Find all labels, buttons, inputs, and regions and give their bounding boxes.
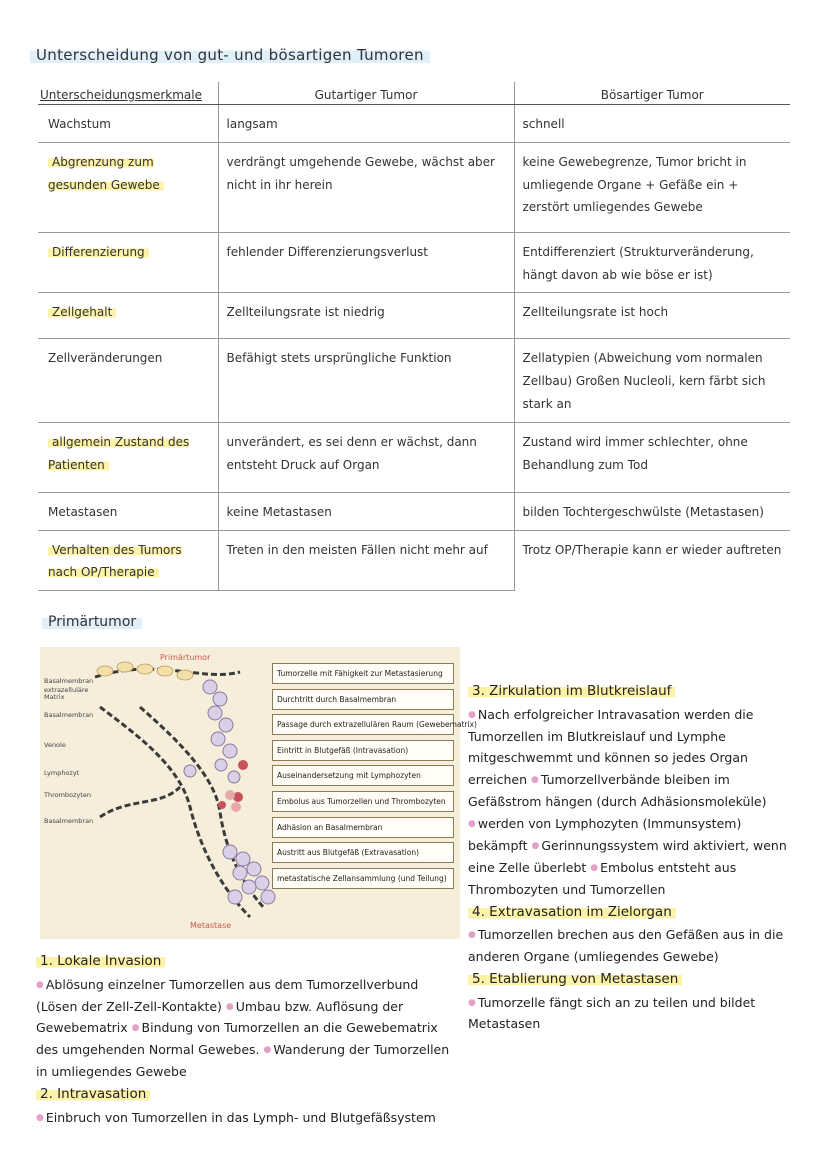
table-header-row	[38, 82, 790, 105]
table-row	[38, 339, 790, 422]
benign-cell: verdrängt umgehende Gewebe, wächst aber nicht in ihr herein	[218, 142, 514, 232]
paragraph-intravasation: ● Einbruch von Tumorzellen in das Lymph- und Blutgefäßsystem	[36, 1109, 436, 1125]
feature-cell: Abgrenzung zum gesunden Gewebe	[38, 142, 218, 232]
heading-circulation: 3. Zirkulation im Blutkreislauf	[468, 680, 798, 704]
benign-cell: langsam	[218, 105, 514, 143]
bullet-icon: ●	[468, 709, 476, 720]
malignant-cell: schnell	[514, 105, 790, 143]
step-box: Auseinandersetzung mit Lymphozyten	[272, 765, 454, 786]
benign-cell: fehlender Differenzierungsverlust	[218, 232, 514, 293]
feature-cell: Wachstum	[38, 105, 218, 143]
notes-left	[36, 950, 456, 1129]
page-title: Unterscheidung von gut- und bösartigen Tumoren	[30, 46, 430, 64]
section-title: Primärtumor	[42, 614, 142, 630]
step-box: Adhäsion an Basalmembran	[272, 817, 454, 838]
label-thrombozyten: Thrombozyten	[44, 791, 91, 799]
label-basalmembran: Basalmembran	[44, 677, 94, 685]
benign-cell: Treten in den meisten Fällen nicht mehr auf	[218, 530, 514, 591]
figure-title-top: Primärtumor	[160, 653, 211, 662]
bullet-icon: ●	[225, 1001, 234, 1012]
heading-extravasation: 4. Extravasation im Zielorgan	[468, 901, 798, 925]
benign-cell: Befähigt stets ursprüngliche Funktion	[218, 339, 514, 422]
step-box: Embolus aus Tumorzellen und Thrombozyten	[272, 791, 454, 812]
figure-title-bottom: Metastase	[190, 921, 232, 930]
malignant-cell: Zellteilungsrate ist hoch	[514, 293, 790, 339]
notes-right	[468, 680, 798, 1035]
malignant-cell: bilden Tochtergeschwülste (Metastasen)	[514, 492, 790, 530]
bullet-icon: ●	[531, 775, 539, 786]
bullet-icon: ●	[36, 979, 44, 990]
malignant-cell: Trotz OP/Therapie kann er wieder auftreten	[514, 530, 790, 591]
step-box: metastatische Zellansammlung (und Teilung)	[272, 868, 454, 889]
malignant-cell: keine Gewebegrenze, Tumor bricht in umliegende Organe + Gefäße ein + zerstört umliegendes Gewebe	[514, 142, 790, 232]
label-basalmembran: Basalmembran	[44, 711, 94, 719]
bullet-icon: ●	[131, 1023, 140, 1034]
bullet-icon: ●	[468, 997, 476, 1008]
table-row	[38, 142, 790, 232]
label-basalmembran: Basalmembran	[44, 817, 94, 825]
feature-cell: Differenzierung	[38, 232, 218, 293]
benign-cell: unverändert, es sei denn er wächst, dann entsteht Druck auf Organ	[218, 422, 514, 492]
paragraph-circulation: ● Nach erfolgreicher Intravasation werden die Tumorzellen im Blutkreislauf und Lymphe mitgeschwemmt und können so jedes Organ erreichen ● Tumorzellverbände bleiben im Gefäßstrom hängen (durch Adhäsionsmoleküle) ● werden von Lymphozyten (Immunsystem) bekämpft ● Gerinnungssystem wird aktiviert, wenn eine Zelle überlebt ● Embolus entsteht aus Thrombozyten und Tumorzellen	[468, 706, 787, 897]
bullet-icon: ●	[468, 930, 476, 941]
step-box: Tumorzelle mit Fähigkeit zur Metastasierung	[272, 663, 454, 684]
malignant-cell: Zellatypien (Abweichung vom normalen Zellbau) Großen Nucleoli, kern färbt sich stark an	[514, 339, 790, 422]
feature-cell: Zellgehalt	[38, 293, 218, 339]
malignant-cell: Entdifferenziert (Strukturveränderung, hängt davon ab wie böse er ist)	[514, 232, 790, 293]
metastasis-diagram	[40, 647, 477, 939]
step-list	[272, 663, 477, 893]
label-venole: Venole	[44, 741, 66, 749]
column-header-benign: Gutartiger Tumor	[218, 82, 514, 105]
bullet-icon: ●	[531, 840, 540, 851]
label-matrix: extrazelluläre Matrix	[44, 686, 89, 702]
paragraph-local-invasion: ● Ablösung einzelner Tumorzellen aus dem Tumorzellverbund (Lösen der Zell-Zell-Kontakte) ● Umbau bzw. Auflösung der Gewebematrix ● Bindung von Tumorzellen an die Gewebematrix des umgehenden Normal Gewebes. ● Wanderung der Tumorzellen in umliegendes Gewebe	[36, 976, 450, 1080]
feature-cell: Metastasen	[38, 492, 218, 530]
paragraph-extravasation: ● Tumorzellen brechen aus den Gefäßen aus in die anderen Organe (umliegendes Gewebe)	[468, 927, 784, 964]
step-box: Durchtritt durch Basalmembran	[272, 689, 454, 710]
bullet-icon: ●	[263, 1045, 272, 1056]
heading-metastases: 5. Etablierung von Metastasen	[468, 968, 798, 992]
column-header-feature: Unterscheidungsmerkmale	[38, 82, 218, 105]
paragraph-metastases: ● Tumorzelle fängt sich an zu teilen und bildet Metastasen	[468, 994, 756, 1032]
heading-intravasation: 2. Intravasation	[36, 1083, 456, 1107]
step-box: Passage durch extrazellulären Raum (Gewebematrix)	[272, 714, 454, 735]
bullet-icon: ●	[590, 862, 599, 873]
bullet-icon: ●	[36, 1112, 44, 1123]
bullet-icon: ●	[468, 819, 476, 829]
step-box: Austritt aus Blutgefäß (Extravasation)	[272, 842, 454, 863]
table-row	[38, 105, 790, 143]
comparison-table	[38, 82, 790, 591]
column-header-malignant: Bösartiger Tumor	[514, 82, 790, 105]
benign-cell: keine Metastasen	[218, 492, 514, 530]
table-row	[38, 422, 790, 492]
table-row	[38, 530, 790, 591]
feature-cell: Zellveränderungen	[38, 339, 218, 422]
table-row	[38, 232, 790, 293]
benign-cell: Zellteilungsrate ist niedrig	[218, 293, 514, 339]
feature-cell: allgemein Zustand des Patienten	[38, 422, 218, 492]
feature-cell: Verhalten des Tumors nach OP/Therapie	[38, 530, 218, 591]
table-row	[38, 293, 790, 339]
malignant-cell: Zustand wird immer schlechter, ohne Behandlung zum Tod	[514, 422, 790, 492]
step-box: Eintritt in Blutgefäß (Intravasation)	[272, 740, 454, 761]
label-lymphozyt: Lymphozyt	[44, 769, 80, 777]
heading-local-invasion: 1. Lokale Invasion	[36, 950, 456, 974]
table-row	[38, 492, 790, 530]
